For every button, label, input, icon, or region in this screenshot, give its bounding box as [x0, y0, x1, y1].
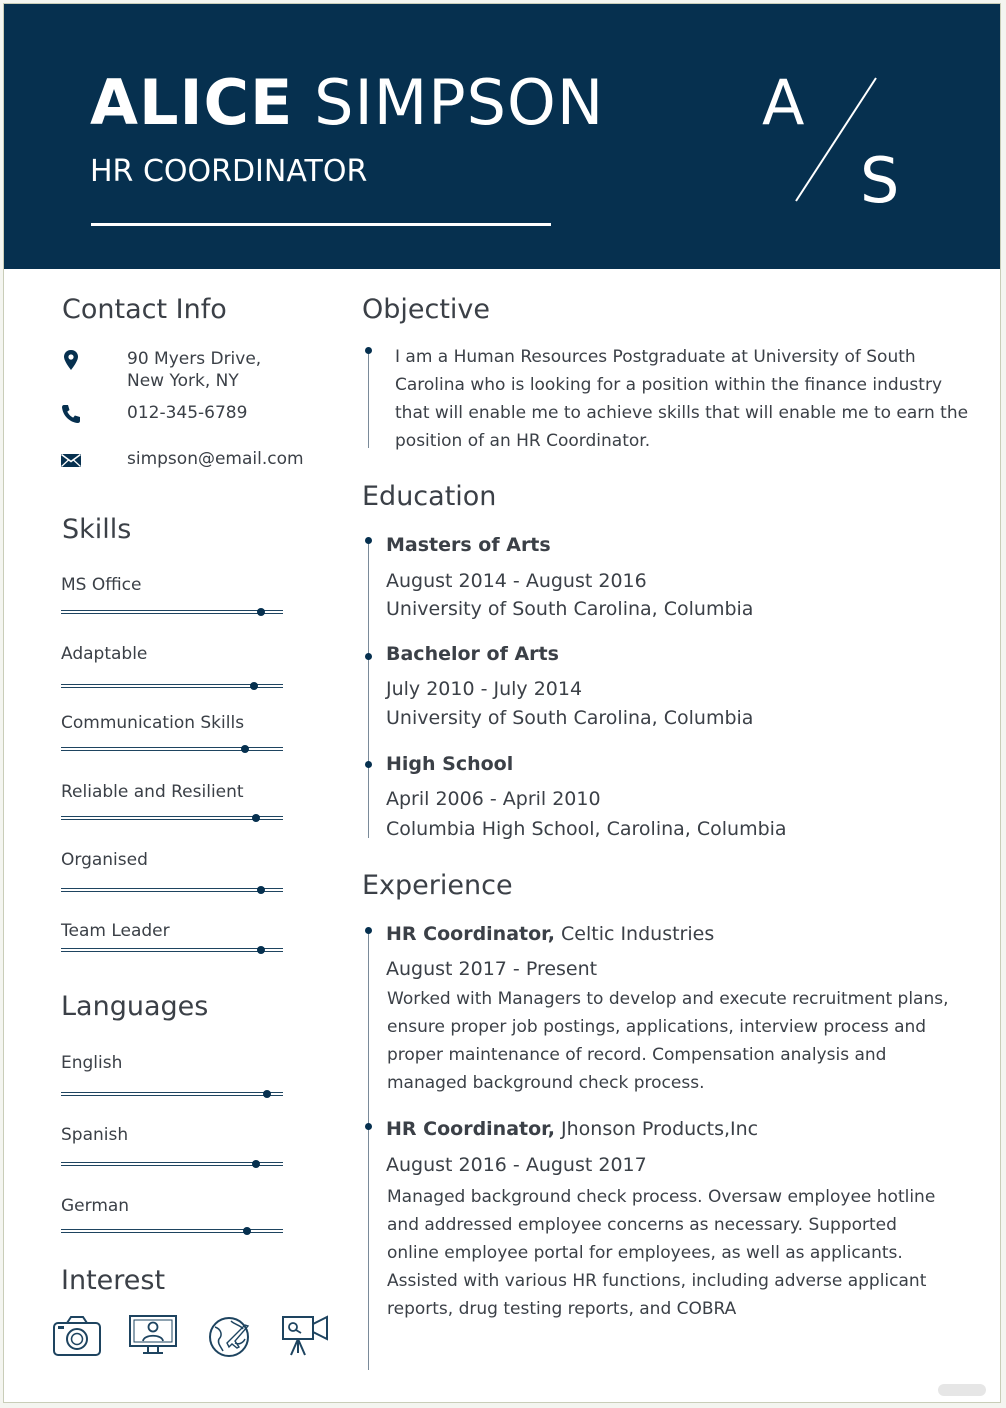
level-bar-track — [61, 888, 283, 892]
level-bar-knob — [250, 682, 258, 690]
phone-text: 012-345-6789 — [127, 403, 248, 423]
skills-title: Skills — [62, 514, 132, 545]
experience-line: reports, drug testing reports, and COBRA — [387, 1299, 737, 1319]
experience-line: ensure proper job postings, applications, interview process and — [387, 1017, 927, 1037]
level-bar-track — [61, 1162, 283, 1166]
resume-page — [3, 3, 1001, 1403]
education-school: Columbia High School, Carolina, Columbia — [386, 818, 787, 840]
contact-title: Contact Info — [62, 294, 227, 325]
skill-label: Team Leader — [61, 921, 170, 941]
language-label: English — [61, 1053, 123, 1073]
level-bar-knob — [252, 814, 260, 822]
header-divider — [91, 223, 551, 226]
experience-line: Managed background check process. Oversaw employee hotline — [387, 1187, 936, 1207]
experience-heading — [386, 923, 714, 945]
address-line-2: New York, NY — [127, 371, 239, 391]
skill-label: Reliable and Resilient — [61, 782, 244, 802]
objective-text — [395, 343, 995, 455]
experience-title: Experience — [362, 870, 513, 901]
experience-line: online employee portal for employees, as well as applicants. — [387, 1243, 903, 1263]
skill-label: MS Office — [61, 575, 142, 595]
camera-icon — [52, 1313, 102, 1359]
education-timeline — [368, 540, 369, 838]
level-bar-knob — [241, 745, 249, 753]
education-school: University of South Carolina, Columbia — [386, 707, 754, 729]
education-degree: Bachelor of Arts — [386, 643, 559, 665]
level-bar-knob — [257, 946, 265, 954]
objective-line: I am a Human Resources Postgraduate at University of South — [395, 347, 916, 367]
interest-title: Interest — [61, 1265, 166, 1296]
experience-role: HR Coordinator, — [386, 923, 555, 945]
experience-description — [387, 1183, 935, 1323]
objective-title: Objective — [362, 294, 491, 325]
job-title: HR COORDINATOR — [90, 154, 368, 189]
experience-description — [387, 985, 949, 1097]
skill-label: Organised — [61, 850, 148, 870]
level-bar-track — [61, 747, 283, 751]
level-bar-track — [61, 610, 283, 614]
language-label: Spanish — [61, 1125, 129, 1145]
address-text — [127, 348, 261, 392]
experience-line: and addressed employee concerns as necessary. Supported — [387, 1215, 897, 1235]
experience-dot — [365, 1123, 372, 1130]
level-bar-track — [61, 948, 283, 952]
level-bar-track — [61, 1092, 283, 1096]
education-title: Education — [362, 481, 497, 512]
monogram-first: A — [762, 66, 805, 139]
phone-icon — [59, 402, 83, 426]
language-label: German — [61, 1196, 130, 1216]
level-bar-knob — [263, 1090, 271, 1098]
level-bar-knob — [257, 886, 265, 894]
computer-user-icon — [128, 1313, 178, 1359]
experience-heading — [386, 1118, 758, 1140]
skill-label: Adaptable — [61, 644, 148, 664]
experience-line: Worked with Managers to develop and execute recruitment plans, — [387, 989, 949, 1009]
level-bar-knob — [243, 1227, 251, 1235]
education-dot — [365, 537, 372, 544]
video-camera-icon — [281, 1313, 331, 1359]
education-dot — [365, 761, 372, 768]
education-dates: August 2014 - August 2016 — [386, 570, 647, 592]
education-dot — [365, 653, 372, 660]
objective-timeline — [368, 350, 369, 448]
objective-line: position of an HR Coordinator. — [395, 431, 651, 451]
watermark-badge — [938, 1384, 986, 1396]
education-dates: April 2006 - April 2010 — [386, 788, 601, 810]
experience-dates: August 2017 - Present — [386, 958, 598, 980]
experience-company: Jhonson Products,Inc — [554, 1118, 759, 1140]
education-degree: High School — [386, 753, 514, 775]
objective-line: that will enable me to achieve skills that will enable me to earn the — [395, 403, 969, 423]
education-degree: Masters of Arts — [386, 534, 551, 556]
languages-title: Languages — [61, 991, 209, 1022]
address-line-1: 90 Myers Drive, — [127, 349, 262, 369]
level-bar-knob — [257, 608, 265, 616]
experience-line: proper maintenance of record. Compensation analysis and — [387, 1045, 887, 1065]
globe-plane-icon — [205, 1313, 255, 1359]
experience-timeline — [368, 930, 369, 1370]
full-name — [90, 66, 604, 139]
experience-line: Assisted with various HR functions, including adverse applicant — [387, 1271, 927, 1291]
envelope-icon — [59, 448, 83, 472]
experience-company: Celtic Industries — [554, 923, 715, 945]
level-bar-knob — [252, 1160, 260, 1168]
email-text: simpson@email.com — [127, 449, 304, 469]
monogram-second: S — [860, 144, 900, 217]
education-dates: July 2010 - July 2014 — [386, 678, 583, 700]
objective-dot — [365, 347, 372, 354]
objective-line: Carolina who is looking for a position within the finance industry — [395, 375, 943, 395]
experience-role: HR Coordinator, — [386, 1118, 555, 1140]
experience-dates: August 2016 - August 2017 — [386, 1154, 647, 1176]
location-pin-icon — [59, 348, 83, 372]
last-name: SIMPSON — [314, 66, 605, 139]
first-name: ALICE — [90, 66, 294, 139]
experience-dot — [365, 927, 372, 934]
level-bar-track — [61, 816, 283, 820]
experience-line: managed background check process. — [387, 1073, 705, 1093]
resume-header — [4, 4, 1001, 269]
skill-label: Communication Skills — [61, 713, 245, 733]
education-school: University of South Carolina, Columbia — [386, 598, 754, 620]
